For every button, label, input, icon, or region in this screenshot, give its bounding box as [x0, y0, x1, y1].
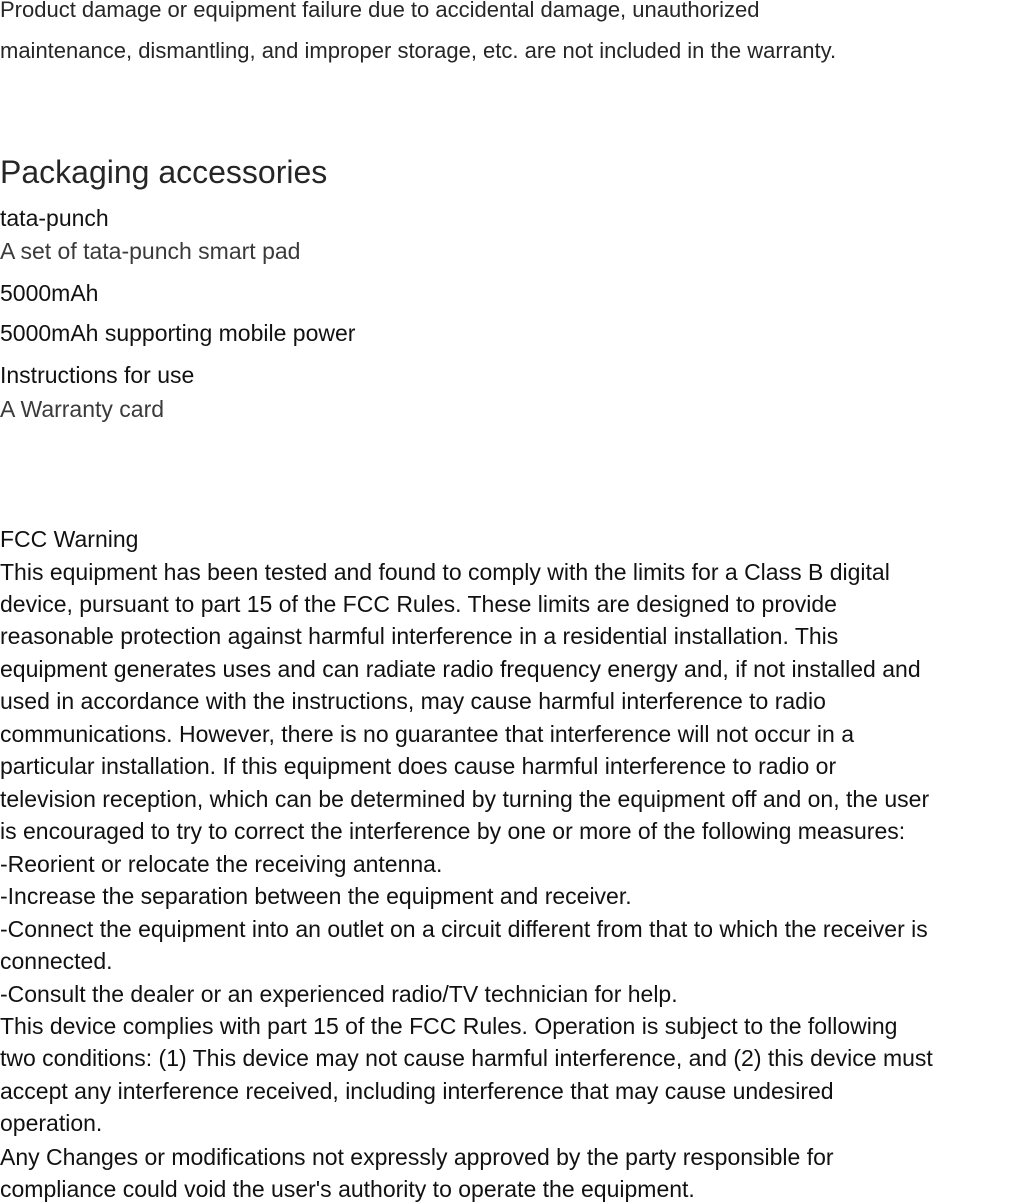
fcc-text-line: This device complies with part 15 of the FCC Rules. Operation is subject to the following	[0, 1013, 898, 1039]
fcc-text-line: This equipment has been tested and found to comply with the limits for a Class B digital	[0, 559, 890, 585]
packaging-heading: Packaging accessories	[0, 154, 328, 190]
packaging-item: 5000mAh	[0, 280, 99, 306]
packaging-item: A set of tata-punch smart pad	[0, 238, 301, 264]
fcc-text-line: is encouraged to try to correct the interference by one or more of the following measures:	[0, 818, 906, 844]
fcc-text-line: reasonable protection against harmful interference in a residential installation. This	[0, 623, 839, 649]
packaging-item: A Warranty card	[0, 396, 165, 422]
packaging-item: Instructions for use	[0, 362, 195, 388]
fcc-text-line: -Connect the equipment into an outlet on a circuit different from that to which the receiver is	[0, 916, 928, 942]
fcc-heading: FCC Warning	[0, 526, 139, 552]
fcc-text-line: -Increase the separation between the equipment and receiver.	[0, 883, 632, 909]
fcc-text-line: accept any interference received, including interference that may cause undesired	[0, 1078, 834, 1104]
fcc-text-line: equipment generates uses and can radiate radio frequency energy and, if not installed and	[0, 656, 921, 682]
fcc-text-line: operation.	[0, 1110, 103, 1136]
fcc-text-line: television reception, which can be determined by turning the equipment off and on, the user	[0, 786, 930, 812]
fcc-text-line: communications. However, there is no guarantee that interference will not occur in a	[0, 721, 854, 747]
warranty-note-line-1: Product damage or equipment failure due to accidental damage, unauthorized	[0, 0, 760, 22]
fcc-text-line: Any Changes or modifications not expressly approved by the party responsible for	[0, 1144, 834, 1170]
fcc-text-line: connected.	[0, 948, 113, 974]
fcc-text-line: device, pursuant to part 15 of the FCC Rules. These limits are designed to provide	[0, 591, 837, 617]
warranty-note-line-2: maintenance, dismantling, and improper storage, etc. are not included in the warranty.	[0, 38, 837, 63]
fcc-text-line: compliance could void the user's authority to operate the equipment.	[0, 1176, 695, 1202]
fcc-text-line: particular installation. If this equipment does cause harmful interference to radio or	[0, 753, 837, 779]
fcc-text-line: -Consult the dealer or an experienced radio/TV technician for help.	[0, 981, 678, 1007]
fcc-text-line: two conditions: (1) This device may not cause harmful interference, and (2) this device must	[0, 1045, 933, 1071]
packaging-item: tata-punch	[0, 205, 109, 231]
fcc-text-line: -Reorient or relocate the receiving antenna.	[0, 851, 443, 877]
packaging-item: 5000mAh supporting mobile power	[0, 320, 356, 346]
fcc-text-line: used in accordance with the instructions, may cause harmful interference to radio	[0, 688, 826, 714]
